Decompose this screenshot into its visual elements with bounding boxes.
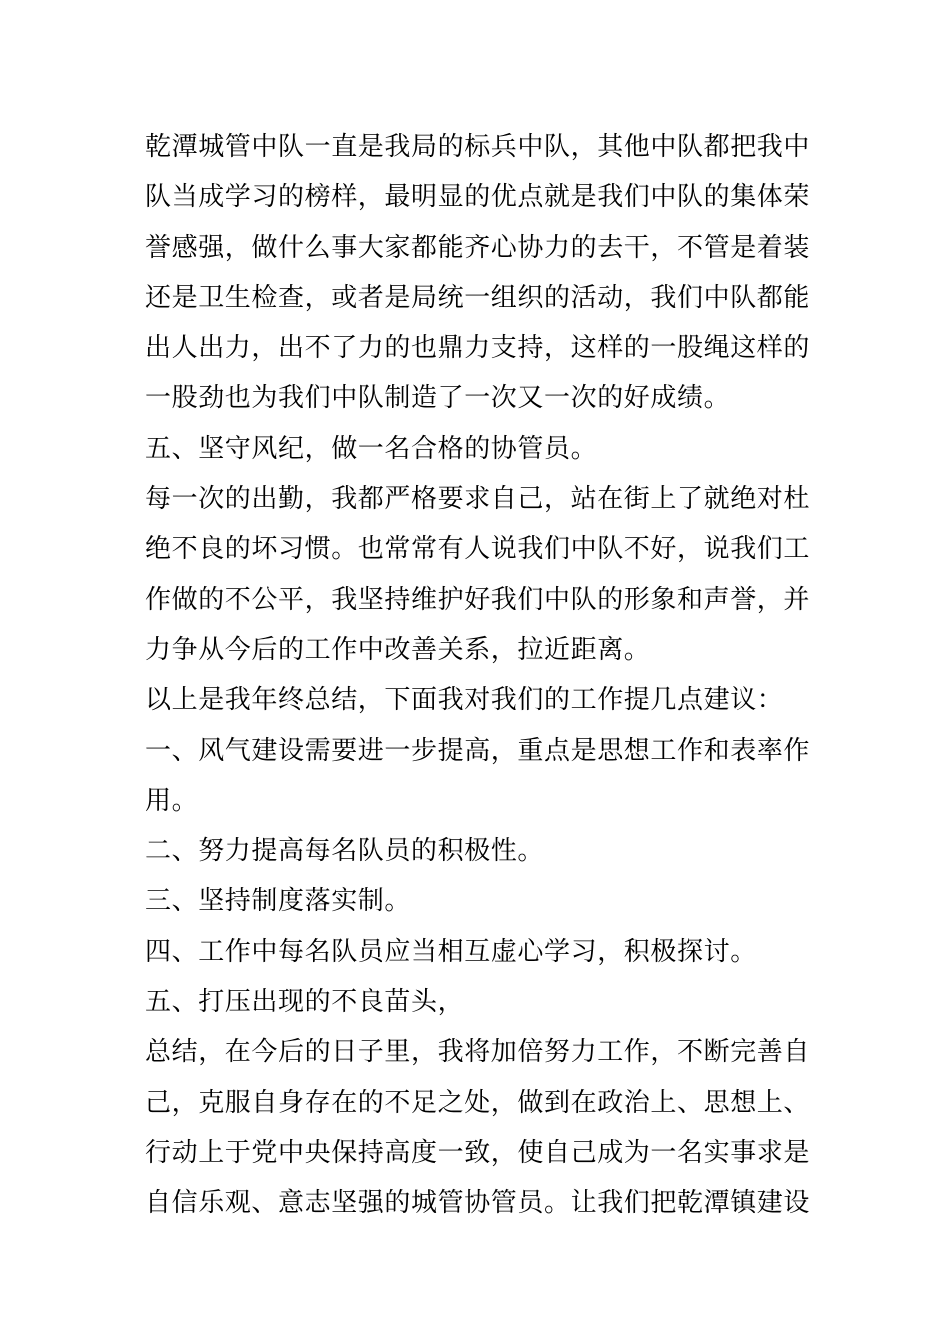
paragraph-duty: 每一次的出勤，我都严格要求自己，站在街上了就绝对杜绝不良的坏习惯。也常常有人说我们中队不好，说我们工作做的不公平，我坚持维护好我们中队的形象和声誉，并力争从今后的工作中改善关系，拉近距离。 xyxy=(145,484,811,665)
suggestion-item-4: 四、工作中每名队员应当相互虚心学习，积极探讨。 xyxy=(145,936,757,967)
heading-discipline: 五、坚守风纪，做一名合格的协管员。 xyxy=(145,433,598,464)
suggestion-item-3: 三、坚持制度落实制。 xyxy=(145,886,412,917)
paragraph-conclusion: 总结，在今后的日子里，我将加倍努力工作，不断完善自己，克服自身存在的不足之处，做到在政治上、思想上、行动上于党中央保持高度一致，使自己成为一名实事求是自信乐观、意志坚强的城管协管员。让我们把乾潭镇建设 xyxy=(145,1037,811,1219)
document-body xyxy=(145,122,810,1229)
paragraph-suggestions-intro: 以上是我年终总结，下面我对我们的工作提几点建议： xyxy=(145,685,784,716)
suggestion-item-1: 一、风气建设需要进一步提高，重点是思想工作和表率作用。 xyxy=(145,735,811,816)
suggestion-item-5: 五、打压出现的不良苗头， xyxy=(145,987,465,1018)
suggestion-item-2: 二、努力提高每名队员的积极性。 xyxy=(145,836,545,867)
paragraph-team-honor: 乾潭城管中队一直是我局的标兵中队，其他中队都把我中队当成学习的榜样，最明显的优点就是我们中队的集体荣誉感强，做什么事大家都能齐心协力的去干，不管是着装还是卫生检查，或者是局统一组织的活动，我们中队都能出人出力，出不了力的也鼎力支持，这样的一股绳这样的一股劲也为我们中队制造了一次又一次的好成绩。 xyxy=(145,132,811,414)
